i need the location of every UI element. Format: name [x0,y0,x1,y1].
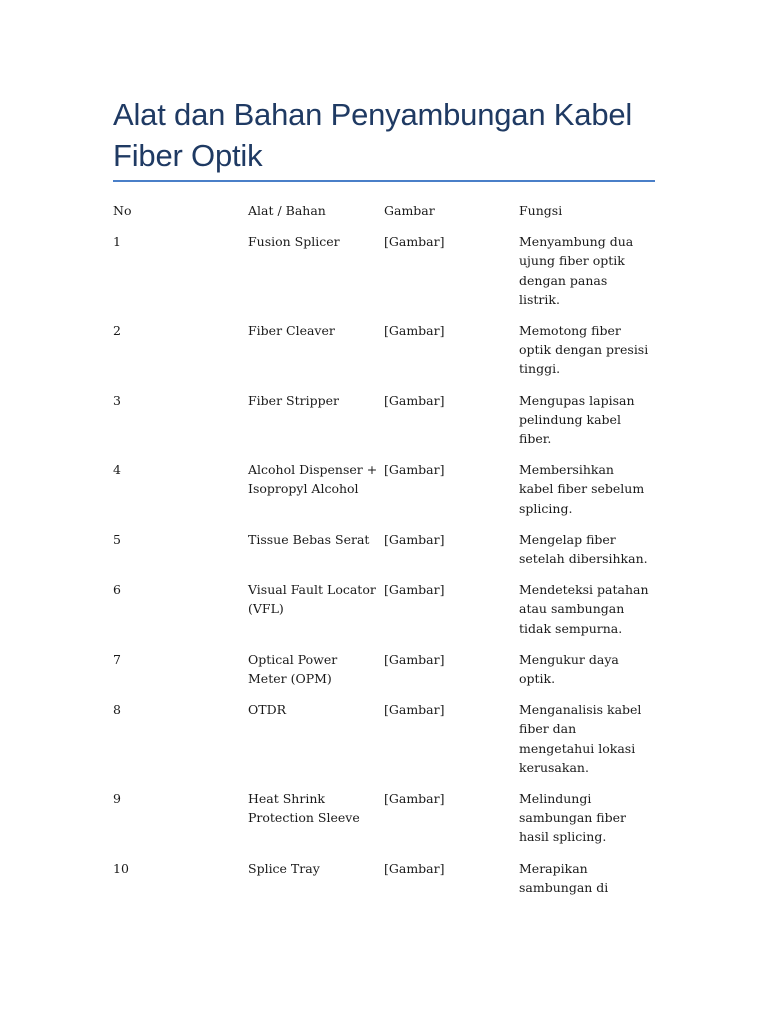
cell-alat-bahan: Splice Tray [248,860,320,876]
table-row [113,700,656,789]
cell-gambar: [Gambar] [384,860,445,876]
cell-fungsi: Melindungi sambungan fiber hasil splicing. [519,791,627,845]
cell-fungsi: Mengelap fiber setelah dibersihkan. [519,531,648,567]
cell-no: 3 [113,392,121,408]
cell-gambar: [Gambar] [384,462,445,478]
cell-alat-bahan: Optical Power Meter (OPM) [248,651,338,687]
table-row [113,460,656,530]
cell-no: 10 [113,860,129,876]
cell-fungsi: Mengupas lapisan pelindung kabel fiber. [519,392,635,447]
cell-no: 6 [113,582,121,598]
cell-no: 7 [113,651,121,667]
table-row [113,391,656,461]
document-page [113,0,656,909]
cell-fungsi: Membersihkan kabel fiber sebelum splicing. [519,462,645,516]
cell-no: 2 [113,323,121,339]
tools-table [113,201,656,909]
cell-fungsi: Mengukur daya optik. [519,651,619,687]
table-row [113,859,656,909]
cell-alat-bahan: Alcohol Dispenser + Isopropyl Alcohol [248,462,378,497]
cell-gambar: [Gambar] [384,392,445,408]
cell-gambar: [Gambar] [384,323,445,339]
cell-alat-bahan: Visual Fault Locator (VFL) [248,582,376,617]
page-title: Alat dan Bahan Penyambungan Kabel Fiber Optik [113,97,633,173]
cell-fungsi: Menyambung dua ujung fiber optik dengan panas listrik. [519,234,634,307]
cell-fungsi: Mendeteksi patahan atau sambungan tidak sempurna. [519,582,649,636]
cell-no: 8 [113,702,121,718]
cell-no: 5 [113,531,121,547]
cell-no: 4 [113,462,121,478]
cell-alat-bahan: OTDR [248,702,287,718]
header-no: No [113,203,132,218]
table-row [113,530,656,580]
table-row [113,321,656,391]
cell-no: 1 [113,234,121,250]
table-header-row [113,201,656,232]
title-underline [113,180,655,182]
cell-alat-bahan: Fusion Splicer [248,234,340,250]
table-row [113,580,656,650]
cell-alat-bahan: Fiber Stripper [248,392,339,408]
cell-gambar: [Gambar] [384,702,445,718]
cell-gambar: [Gambar] [384,651,445,667]
table-row [113,789,656,859]
table-body [113,232,656,909]
cell-gambar: [Gambar] [384,791,445,807]
cell-alat-bahan: Heat Shrink Protection Sleeve [248,791,360,826]
cell-gambar: [Gambar] [384,234,445,250]
table-row [113,650,656,700]
header-gambar: Gambar [384,203,435,218]
cell-fungsi: Merapikan sambungan di [519,860,609,895]
table-row [113,232,656,321]
cell-gambar: [Gambar] [384,582,445,598]
cell-fungsi: Menganalisis kabel fiber dan mengetahui lokasi kerusakan. [519,702,642,775]
cell-fungsi: Memotong fiber optik dengan presisi tinggi. [519,323,649,377]
header-fungsi: Fungsi [519,203,563,218]
cell-gambar: [Gambar] [384,531,445,547]
cell-no: 9 [113,791,121,807]
header-alat-bahan: Alat / Bahan [248,203,326,218]
cell-alat-bahan: Tissue Bebas Serat [248,531,370,547]
cell-alat-bahan: Fiber Cleaver [248,323,335,339]
